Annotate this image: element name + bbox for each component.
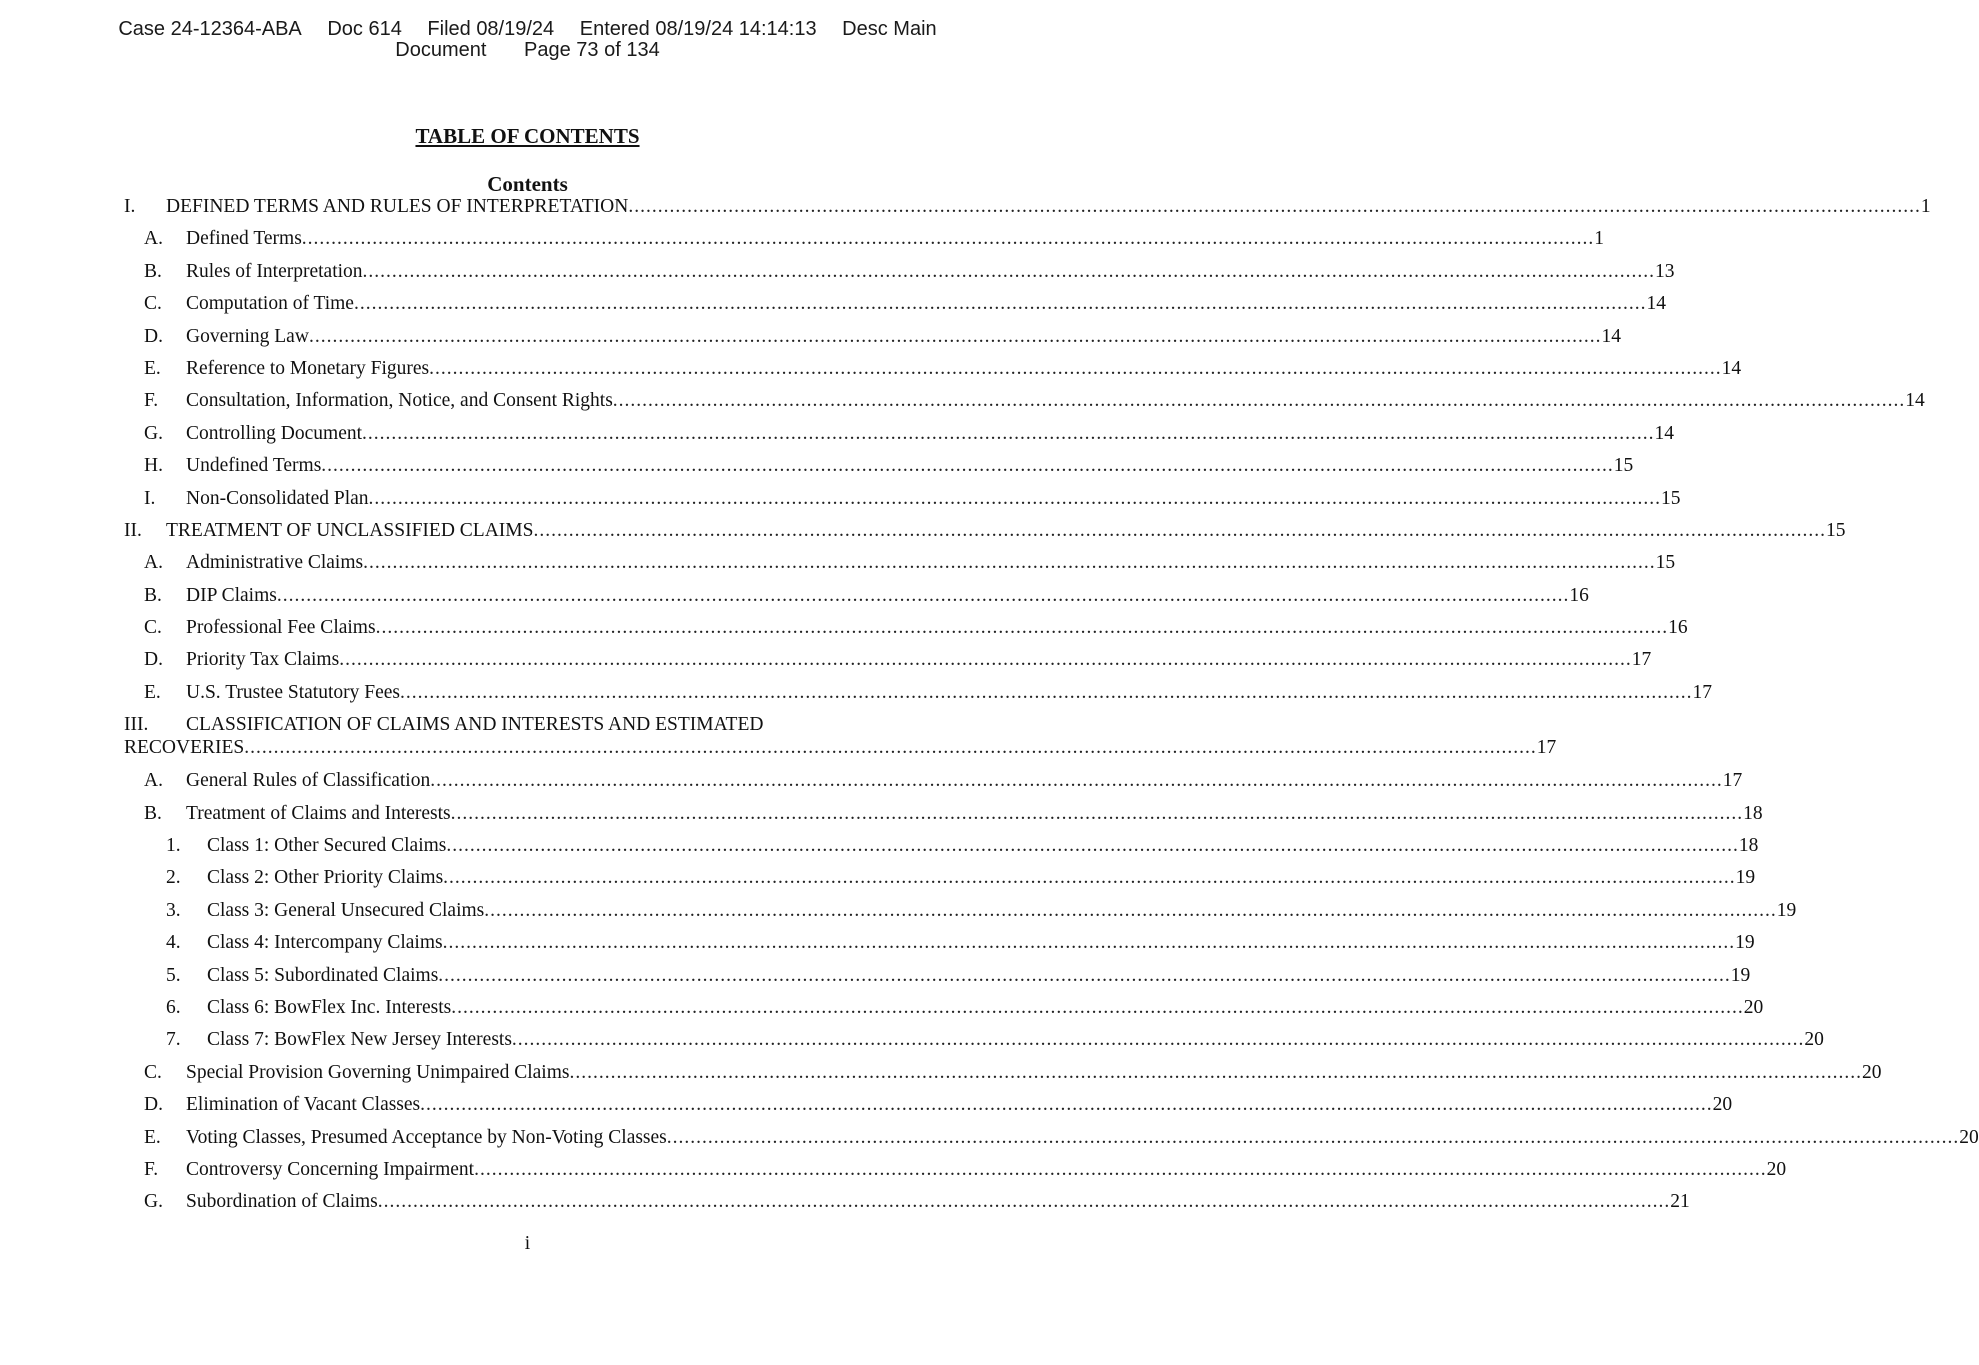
toc-entry-number: C. [144, 293, 162, 315]
toc-entry-title: Class 5: Subordinated Claims [207, 964, 439, 986]
toc-entry-title: Subordination of Claims [186, 1191, 378, 1213]
toc-entry-page: 19 [1735, 932, 1755, 954]
page-indicator: Page 73 of 134 [524, 39, 660, 61]
page-title: TABLE OF CONTENTS [415, 124, 640, 148]
toc-entry-line [186, 802, 1763, 825]
toc-entry-line [186, 260, 1675, 283]
toc-entry-number: H. [144, 455, 163, 477]
toc-entry-number: A. [144, 228, 163, 250]
entered-date: Entered 08/19/24 14:14:13 [579, 18, 817, 40]
toc-entry-line [207, 996, 1764, 1019]
toc-entry-line [186, 422, 1675, 445]
toc-entry[interactable] [124, 487, 1681, 520]
toc-entry-page: 20 [1712, 1094, 1733, 1116]
toc-entry[interactable] [124, 390, 1925, 422]
dot-leader: ............................................................................................................................................................................................................................ [442, 932, 1736, 954]
dot-leader: ............................................................................................................................................................................................................................ [321, 455, 1614, 477]
toc-entry[interactable] [124, 293, 1666, 325]
toc-entry-number: E. [144, 1126, 161, 1148]
toc-entry-line [186, 681, 1712, 704]
toc-entry[interactable] [124, 1029, 1824, 1061]
toc-entry-line [186, 1158, 1787, 1181]
table-of-contents [124, 196, 1979, 1224]
dot-leader: ............................................................................................................................................................................................................................ [362, 422, 1655, 444]
toc-entry-page: 14 [1601, 325, 1621, 347]
toc-entry[interactable] [124, 770, 1743, 802]
toc-entry[interactable] [124, 617, 1688, 649]
toc-entry-line [186, 1094, 1733, 1116]
toc-entry[interactable] [124, 455, 1634, 487]
toc-entry-page: 14 [1905, 390, 1925, 412]
dot-leader: ............................................................................................................................................................................................................................ [533, 519, 1826, 541]
toc-entry-line [186, 770, 1743, 792]
dot-leader: ............................................................................................................................................................................................................................ [353, 293, 1647, 315]
toc-entry-title: Class 3: General Unsecured Claims [207, 899, 485, 921]
toc-entry-number: 6. [166, 996, 181, 1018]
dot-leader: ............................................................................................................................................................................................................................ [377, 1191, 1671, 1213]
toc-entry-title: Reference to Monetary Figures [186, 357, 430, 379]
case-number: Case 24-12364-ABA [118, 18, 302, 40]
toc-entry-line [207, 835, 1759, 857]
toc-entry-page: 17 [1631, 649, 1652, 671]
toc-entry-number: 3. [166, 899, 181, 921]
toc-entry[interactable] [124, 196, 1931, 228]
toc-entry[interactable] [124, 1191, 1690, 1223]
toc-entry-title: Professional Fee Claims [186, 617, 376, 639]
toc-entry[interactable] [124, 325, 1621, 358]
toc-entry-number: F. [144, 1158, 159, 1180]
toc-entry-page: 20 [1804, 1029, 1824, 1051]
toc-entry-line [207, 867, 1756, 889]
dot-leader: ............................................................................................................................................................................................................................ [301, 228, 1595, 250]
toc-entry-line [186, 584, 1589, 607]
toc-entry-number: I. [144, 487, 156, 509]
toc-entry-page: 18 [1743, 802, 1763, 824]
toc-entry-title: U.S. Trustee Statutory Fees [186, 681, 400, 703]
dot-leader: ............................................................................................................................................................................................................................ [375, 617, 1669, 639]
toc-entry-title: Rules of Interpretation [186, 260, 363, 282]
toc-entry-line [186, 228, 1605, 250]
toc-entry-page: 20 [1959, 1126, 1979, 1148]
toc-entry-line [186, 325, 1621, 348]
toc-entry-page: 16 [1569, 584, 1589, 606]
toc-entry-number: 2. [166, 867, 181, 889]
toc-entry[interactable] [124, 649, 1652, 681]
contents-heading: Contents [487, 172, 568, 196]
toc-entry-line [186, 1126, 1979, 1149]
dot-leader: ............................................................................................................................................................................................................................ [450, 802, 1744, 824]
toc-entry[interactable] [124, 260, 1675, 293]
toc-entry[interactable] [124, 899, 1797, 932]
toc-entry-number: F. [144, 390, 159, 412]
toc-entry-title: General Rules of Classification [186, 770, 431, 792]
toc-entry-title: Defined Terms [186, 228, 302, 250]
toc-entry-number: A. [144, 770, 163, 792]
dot-leader: ............................................................................................................................................................................................................................ [443, 867, 1736, 889]
dot-leader: ............................................................................................................................................................................................................................ [420, 1094, 1713, 1116]
toc-entry[interactable] [124, 1126, 1979, 1159]
toc-entry[interactable] [124, 867, 1756, 899]
dot-leader: ............................................................................................................................................................................................................................ [362, 260, 1656, 282]
toc-entry-line [124, 737, 1557, 759]
toc-entry-number: E. [144, 357, 161, 379]
toc-entry-line [186, 617, 1688, 639]
document-label: Document [395, 39, 487, 61]
toc-entry-title: TREATMENT OF UNCLASSIFIED CLAIMS [166, 519, 534, 541]
toc-entry-title-continued: RECOVERIES [124, 737, 245, 759]
toc-entry-title: Elimination of Vacant Classes [186, 1094, 421, 1116]
dot-leader: ............................................................................................................................................................................................................................ [429, 357, 1722, 379]
toc-entry-page: 17 [1536, 737, 1557, 759]
toc-entry-number: C. [144, 617, 162, 639]
toc-entry-title: CLASSIFICATION OF CLAIMS AND INTERESTS AND ESTIMATED [186, 714, 764, 736]
toc-entry-line [186, 487, 1681, 510]
toc-entry-line [186, 649, 1652, 671]
toc-entry-line [186, 1061, 1882, 1084]
toc-entry-title: Computation of Time [186, 293, 354, 315]
toc-entry-number: II. [124, 519, 142, 541]
doc-number: Doc 614 [327, 18, 402, 40]
toc-entry-title: Controlling Document [186, 422, 363, 444]
toc-entry-number: B. [144, 260, 162, 282]
toc-entry-title: Administrative Claims [186, 552, 364, 574]
toc-entry-title: Treatment of Claims and Interests [186, 802, 451, 824]
toc-entry[interactable] [124, 422, 1675, 455]
toc-entry[interactable] [124, 714, 1557, 770]
toc-entry-page: 15 [1661, 487, 1681, 509]
toc-entry-page: 13 [1655, 260, 1675, 282]
toc-entry-page: 17 [1722, 770, 1743, 792]
toc-entry-number: 7. [166, 1029, 181, 1051]
dot-leader: ............................................................................................................................................................................................................................ [511, 1029, 1805, 1051]
dot-leader: ............................................................................................................................................................................................................................ [484, 899, 1777, 921]
toc-entry-line [186, 1191, 1690, 1213]
dot-leader: ............................................................................................................................................................................................................................ [399, 681, 1693, 703]
dot-leader: ............................................................................................................................................................................................................................ [612, 390, 1906, 412]
toc-entry-page: 14 [1654, 422, 1675, 444]
toc-entry-page: 14 [1721, 357, 1742, 379]
toc-entry-page: 19 [1776, 899, 1797, 921]
toc-entry-page: 21 [1670, 1191, 1690, 1213]
toc-entry-title: Governing Law [186, 325, 309, 347]
toc-entry-line [166, 196, 1931, 218]
dot-leader: ............................................................................................................................................................................................................................ [244, 737, 1537, 759]
toc-entry-number: C. [144, 1061, 162, 1083]
dot-leader: ............................................................................................................................................................................................................................ [276, 584, 1570, 606]
toc-entry-title: Consultation, Information, Notice, and Consent Rights [186, 390, 613, 412]
toc-entry-number: D. [144, 1094, 163, 1116]
toc-entry-number: 1. [166, 835, 181, 857]
toc-entry-title: Undefined Terms [186, 455, 322, 477]
toc-entry-number: G. [144, 422, 163, 444]
toc-entry[interactable] [124, 584, 1589, 617]
desc-label: Desc Main [842, 18, 937, 40]
toc-entry-line [186, 455, 1634, 477]
toc-entry-line [207, 899, 1797, 922]
toc-entry-number: I. [124, 196, 136, 217]
toc-entry[interactable] [124, 1061, 1882, 1094]
toc-entry-page: 14 [1646, 293, 1666, 315]
toc-entry-number: III. [124, 714, 149, 736]
toc-entry-page: 15 [1825, 519, 1846, 541]
dot-leader: ............................................................................................................................................................................................................................ [451, 996, 1744, 1018]
dot-leader: ............................................................................................................................................................................................................................ [474, 1158, 1767, 1180]
dot-leader: ............................................................................................................................................................................................................................ [430, 770, 1723, 792]
toc-entry[interactable] [124, 835, 1759, 867]
toc-entry[interactable] [124, 964, 1751, 997]
toc-entry[interactable] [124, 681, 1712, 714]
toc-entry-number: E. [144, 681, 161, 703]
toc-entry-line [186, 293, 1666, 315]
dot-leader: ............................................................................................................................................................................................................................ [363, 552, 1656, 574]
toc-entry-title: Class 2: Other Priority Claims [207, 867, 444, 889]
toc-entry-line [186, 390, 1925, 412]
toc-entry[interactable] [124, 1158, 1787, 1191]
toc-entry[interactable] [124, 996, 1764, 1029]
toc-entry-line [186, 552, 1676, 574]
toc-entry-title: Voting Classes, Presumed Acceptance by Non-Voting Classes [186, 1126, 667, 1148]
toc-entry-page: 20 [1766, 1158, 1787, 1180]
dot-leader: ............................................................................................................................................................................................................................ [339, 649, 1632, 671]
dot-leader: ............................................................................................................................................................................................................................ [628, 196, 1921, 217]
toc-entry-page: 17 [1692, 681, 1712, 703]
toc-entry-title: Class 4: Intercompany Claims [207, 932, 443, 954]
toc-entry-title: DEFINED TERMS AND RULES OF INTERPRETATION [166, 196, 629, 217]
toc-entry[interactable] [124, 802, 1763, 835]
toc-entry[interactable] [124, 519, 1846, 552]
toc-entry-title: Controversy Concerning Impairment [186, 1158, 475, 1180]
toc-entry-number: A. [144, 552, 163, 574]
dot-leader: ............................................................................................................................................................................................................................ [569, 1061, 1862, 1083]
toc-entry[interactable] [124, 1094, 1733, 1126]
toc-entry-line [207, 1029, 1824, 1051]
toc-entry[interactable] [124, 228, 1605, 260]
page-number-footer: i [524, 1233, 531, 1254]
toc-entry-title: Class 7: BowFlex New Jersey Interests [207, 1029, 512, 1051]
toc-entry-number: G. [144, 1191, 163, 1213]
toc-entry-page: 16 [1668, 617, 1688, 639]
toc-entry-number: D. [144, 325, 163, 347]
toc-entry-line [207, 932, 1755, 954]
toc-entry-page: 19 [1735, 867, 1756, 889]
toc-entry-line [207, 964, 1751, 987]
toc-entry-page: 15 [1655, 552, 1676, 574]
toc-entry-line [186, 357, 1742, 380]
toc-entry-page: 20 [1743, 996, 1764, 1018]
toc-entry-line [166, 519, 1846, 542]
toc-entry-page: 1 [1594, 228, 1605, 250]
toc-entry-title: Class 1: Other Secured Claims [207, 835, 447, 857]
toc-entry-number: B. [144, 584, 162, 606]
toc-entry[interactable] [124, 357, 1742, 390]
dot-leader: ............................................................................................................................................................................................................................ [368, 487, 1662, 509]
toc-entry-page: 20 [1861, 1061, 1882, 1083]
toc-entry[interactable] [124, 552, 1676, 584]
toc-entry-page: 19 [1730, 964, 1751, 986]
toc-entry-number: B. [144, 802, 162, 824]
dot-leader: ............................................................................................................................................................................................................................ [446, 835, 1739, 857]
toc-entry-number: D. [144, 649, 163, 671]
dot-leader: ............................................................................................................................................................................................................................ [438, 964, 1731, 986]
toc-entry-page: 18 [1738, 835, 1759, 857]
toc-entry-page: 15 [1613, 455, 1634, 477]
toc-entry-title: Priority Tax Claims [186, 649, 340, 671]
toc-entry-page: 1 [1920, 196, 1931, 217]
toc-entry-title: Non-Consolidated Plan [186, 487, 369, 509]
filed-date: Filed 08/19/24 [427, 18, 555, 40]
dot-leader: ............................................................................................................................................................................................................................ [308, 325, 1602, 347]
dot-leader: ............................................................................................................................................................................................................................ [666, 1126, 1960, 1148]
court-filing-header [0, 19, 1055, 61]
toc-entry[interactable] [124, 932, 1755, 964]
toc-entry-title: DIP Claims [186, 584, 277, 606]
toc-entry-number: 5. [166, 964, 181, 986]
toc-entry-title: Special Provision Governing Unimpaired Claims [186, 1061, 570, 1083]
toc-entry-number: 4. [166, 932, 181, 954]
toc-entry-title: Class 6: BowFlex Inc. Interests [207, 996, 452, 1018]
